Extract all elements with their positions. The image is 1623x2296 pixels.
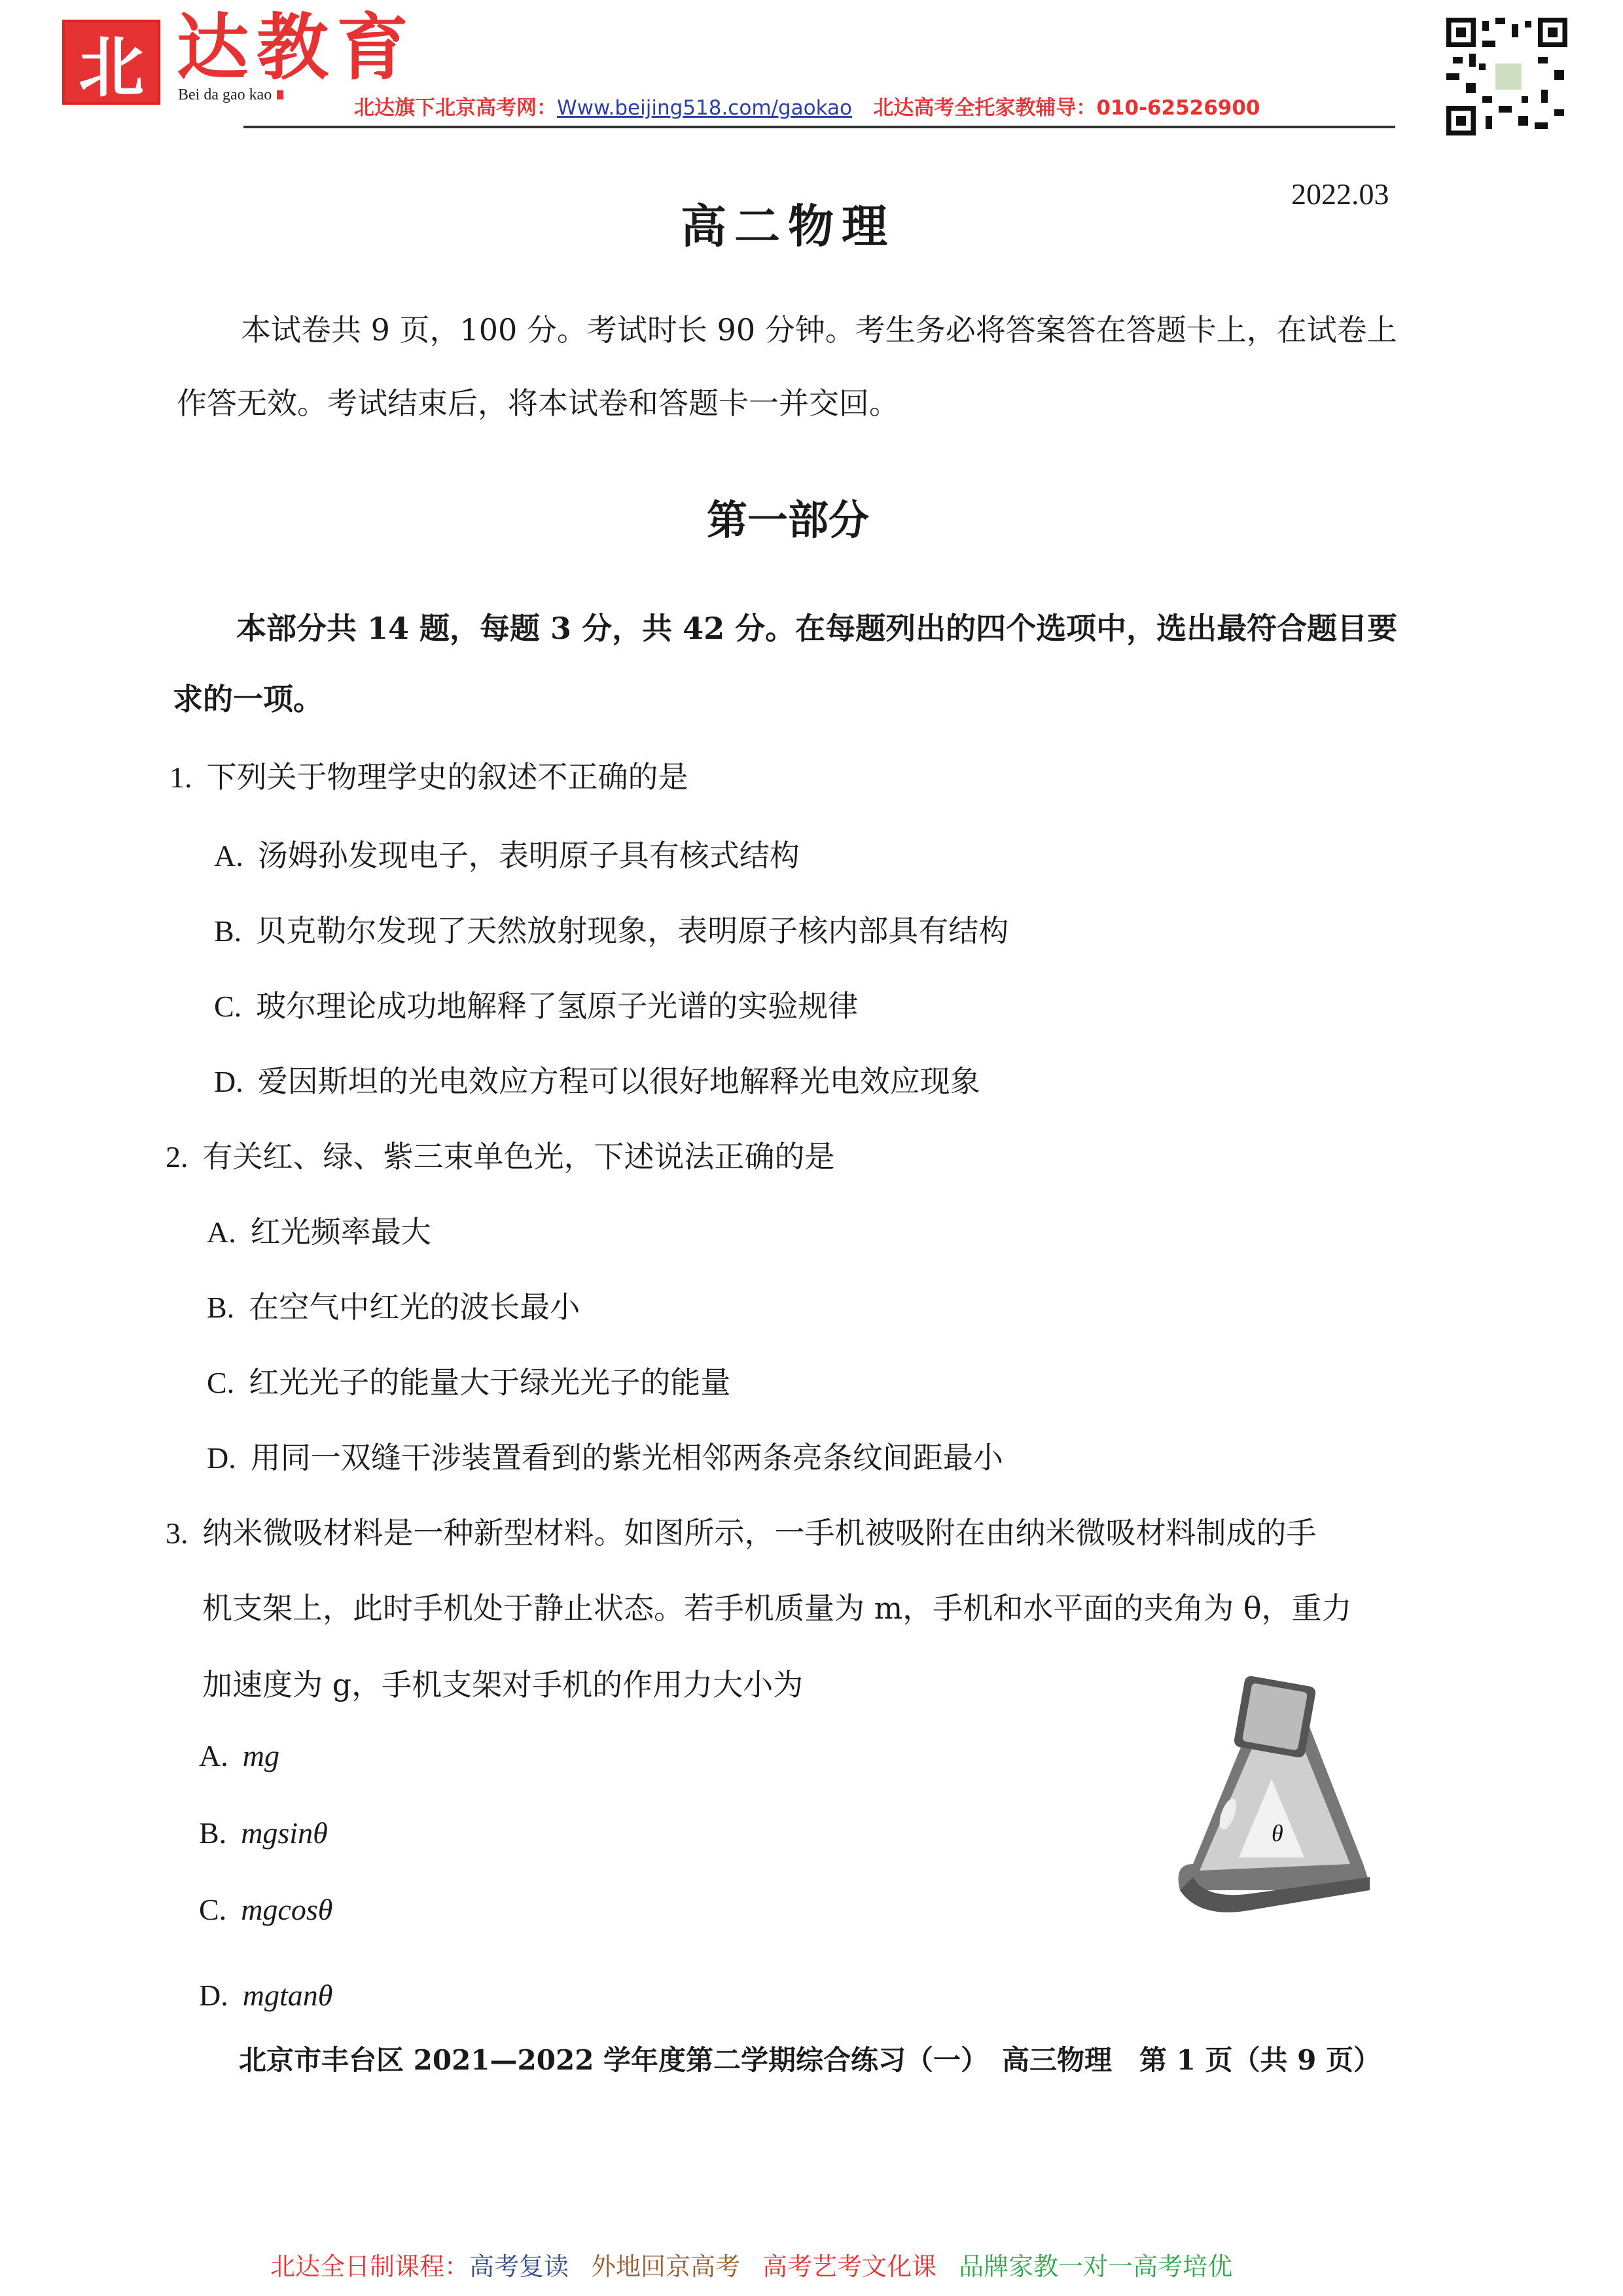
option-letter: C. xyxy=(214,990,242,1023)
section-desc: 求的一项。 xyxy=(173,681,323,717)
section-title: 第一部分 xyxy=(707,496,870,544)
option-letter: D. xyxy=(199,1979,228,2012)
option-text: mgtanθ xyxy=(242,1979,333,2012)
page-footer: 北京市丰台区 2021—2022 学年度第二学期综合练习（一） 高三物理 第 1 页（共 9 页） xyxy=(239,2044,1381,2076)
question-stem: 机支架上，此时手机处于静止状态。若手机质量为 m，手机和水平面的夹角为 θ，重力 xyxy=(202,1590,1352,1626)
qr-code-icon xyxy=(1446,18,1567,135)
option-letter: A. xyxy=(199,1739,228,1772)
option-text: 爱因斯坦的光电效应方程可以很好地解释光电效应现象 xyxy=(257,1064,980,1099)
question-stem: 纳米微吸材料是一种新型材料。如图所示，一手机被吸附在由纳米微吸材料制成的手 xyxy=(202,1515,1317,1551)
question-number: 1. xyxy=(169,761,192,794)
option-a[interactable] xyxy=(214,832,800,875)
section-desc: 本部分共 14 题，每题 3 分，共 42 分。在每题列出的四个选项中，选出最符合题目要 xyxy=(236,611,1398,646)
question-1 xyxy=(169,753,688,797)
ad-label: 北达全日制课程： xyxy=(270,2252,470,2281)
question-stem: 有关红、绿、紫三束单色光，下述说法正确的是 xyxy=(202,1139,835,1174)
ad-item[interactable]: 高考艺考文化课 xyxy=(762,2252,937,2281)
question-number: 2. xyxy=(166,1140,188,1174)
logo-subtitle: Bei da gao kao xyxy=(178,86,283,103)
option-letter: B. xyxy=(207,1291,235,1324)
site-label: 北达旗下北京高考网： xyxy=(354,96,557,120)
header-banner xyxy=(354,96,1260,120)
tutor-phone: 010-62526900 xyxy=(1096,96,1260,120)
exam-date: 2022.03 xyxy=(1291,177,1389,211)
option-text: 用同一双缝干涉装置看到的紫光相邻两条亮条纹间距最小 xyxy=(250,1440,1003,1475)
option-d[interactable] xyxy=(199,1977,332,2013)
ad-item[interactable]: 外地回京高考 xyxy=(591,2252,741,2281)
option-text: mgsinθ xyxy=(241,1816,328,1850)
phone-stand-figure xyxy=(1173,1668,1376,1920)
option-letter: C. xyxy=(199,1893,227,1926)
header-divider xyxy=(243,126,1395,128)
option-letter: B. xyxy=(199,1816,227,1850)
option-text: mg xyxy=(242,1739,279,1772)
option-letter: A. xyxy=(207,1215,236,1249)
intro-line: 作答无效。考试结束后，将本试卷和答题卡一并交回。 xyxy=(177,386,899,421)
option-letter: C. xyxy=(207,1366,235,1399)
option-d[interactable] xyxy=(207,1434,1003,1477)
logo-text: 达教育 xyxy=(177,5,416,90)
page-title: 高二物理 xyxy=(681,199,895,253)
option-text: 红光频率最大 xyxy=(250,1214,431,1249)
option-c[interactable] xyxy=(199,1892,332,1927)
option-letter: A. xyxy=(214,839,243,872)
question-3 xyxy=(166,1509,1317,1552)
logo-mark: 北 xyxy=(62,20,160,105)
option-text: 玻尔理论成功地解释了氢原子光谱的实验规律 xyxy=(256,988,859,1024)
option-text: 红光光子的能量大于绿光光子的能量 xyxy=(249,1365,731,1400)
question-stem: 下列关于物理学史的叙述不正确的是 xyxy=(206,759,688,795)
ad-banner xyxy=(270,2246,1255,2282)
question-2 xyxy=(166,1133,835,1176)
option-letter: D. xyxy=(214,1065,243,1098)
option-letter: B. xyxy=(214,914,242,948)
ad-item[interactable]: 品牌家教一对一高考培优 xyxy=(959,2252,1233,2281)
question-stem: 加速度为 g，手机支架对手机的作用力大小为 xyxy=(202,1667,804,1702)
site-link[interactable]: Www.beijing518.com/gaokao xyxy=(557,96,852,120)
option-letter: D. xyxy=(207,1441,236,1475)
option-c[interactable] xyxy=(214,982,858,1026)
option-a[interactable] xyxy=(207,1208,431,1251)
intro-line: 本试卷共 9 页，100 分。考试时长 90 分钟。考生务必将答案答在答题卡上，在试卷上 xyxy=(241,312,1397,348)
option-text: 在空气中红光的波长最小 xyxy=(249,1289,580,1325)
option-b[interactable] xyxy=(207,1283,580,1327)
option-a[interactable] xyxy=(199,1738,279,1773)
option-b[interactable] xyxy=(214,907,1008,950)
question-number: 3. xyxy=(166,1516,188,1550)
ad-item[interactable]: 高考复读 xyxy=(469,2252,569,2281)
option-d[interactable] xyxy=(214,1058,980,1101)
option-c[interactable] xyxy=(207,1359,730,1402)
option-text: 汤姆孙发现电子，表明原子具有核式结构 xyxy=(257,838,800,873)
option-text: 贝克勒尔发现了天然放射现象，表明原子核内部具有结构 xyxy=(256,913,1009,948)
theta-label: θ xyxy=(1272,1820,1283,1846)
option-text: mgcosθ xyxy=(241,1893,333,1926)
option-b[interactable] xyxy=(199,1815,328,1850)
tutor-label: 北达高考全托家教辅导： xyxy=(873,96,1097,120)
